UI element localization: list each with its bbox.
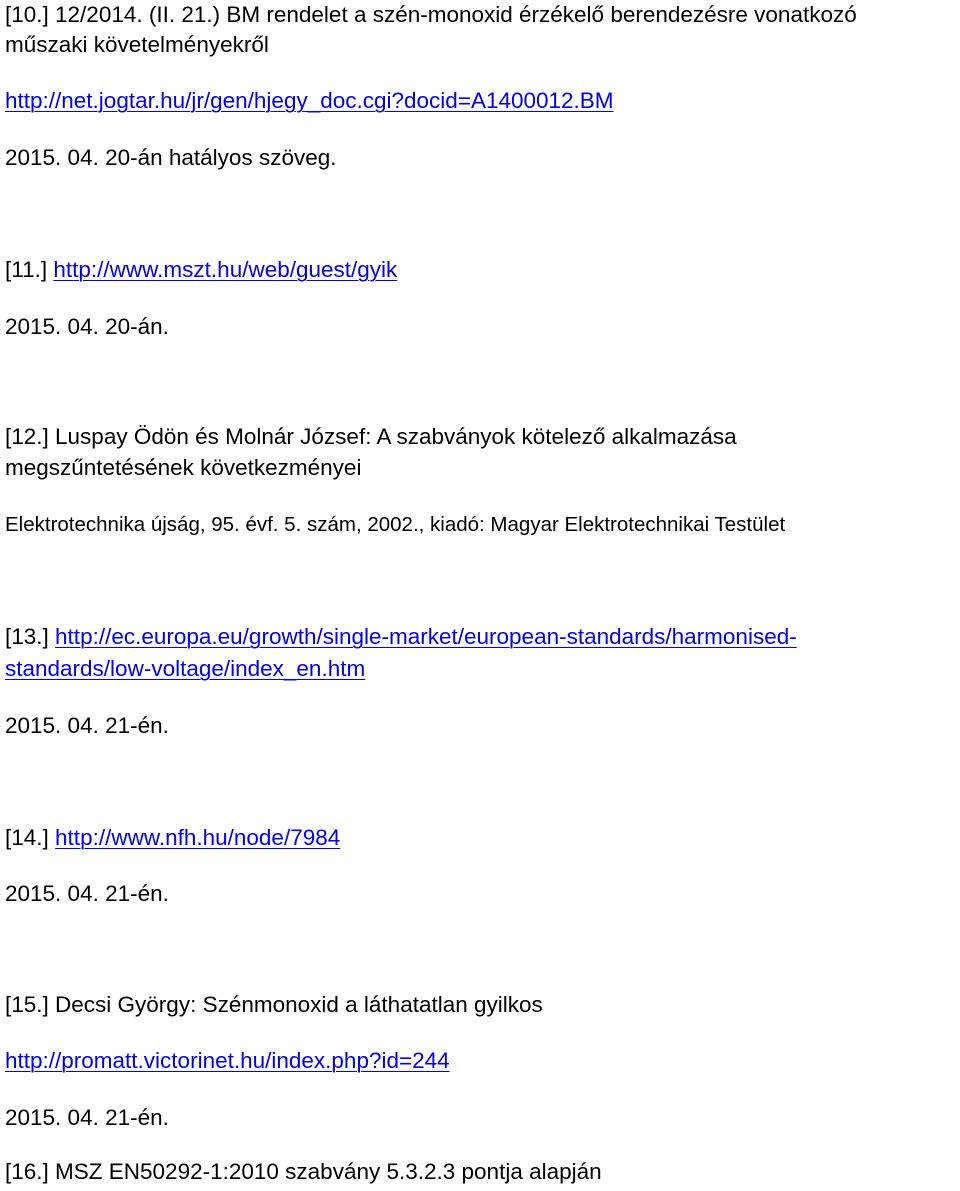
ref-12-title-line1: [12.] Luspay Ödön és Molnár József: A szabványok kötelező alkalmazása [5, 424, 737, 449]
ref-11-label: [11.] [5, 257, 48, 282]
ref-14-date: 2015. 04. 21-én. [5, 881, 169, 906]
ref-10-title-line1: [10.] 12/2014. (II. 21.) BM rendelet a szén-monoxid érzékelő berendezésre vonatkozó [5, 2, 857, 27]
ref-11-date: 2015. 04. 20-án. [5, 314, 169, 339]
ref-14-label: [14.] [5, 825, 49, 850]
ref-14-link[interactable]: http://www.nfh.hu/node/7984 [55, 825, 341, 850]
ref-12-source: Elektrotechnika újság, 95. évf. 5. szám, 2002., kiadó: Magyar Elektrotechnikai Testület [5, 513, 786, 536]
ref-15-title: [15.] Decsi György: Szénmonoxid a láthatatlan gyilkos [5, 992, 543, 1017]
ref-10-link[interactable]: http://net.jogtar.hu/jr/gen/hjegy_doc.cgi?docid=A1400012.BM [5, 88, 614, 113]
ref-13-link-part2[interactable]: standards/low-voltage/index_en.htm [5, 656, 366, 681]
ref-10-title-line2: műszaki követelményekről [5, 32, 269, 57]
ref-13-date: 2015. 04. 21-én. [5, 713, 169, 738]
ref-10-date: 2015. 04. 20-án hatályos szöveg. [5, 145, 337, 170]
ref-15-link[interactable]: http://promatt.victorinet.hu/index.php?id=244 [5, 1048, 450, 1073]
ref-10-link-line [5, 87, 614, 115]
ref-11-link[interactable]: http://www.mszt.hu/web/guest/gyik [53, 257, 398, 282]
ref-12-title-line2: megszűntetésének következményei [5, 455, 362, 480]
ref-13-link-part1[interactable]: http://ec.europa.eu/growth/single-market/european-standards/harmonised- [55, 624, 797, 649]
ref-13-label: [13.] [5, 624, 49, 649]
ref-15-link-line [5, 1047, 450, 1075]
ref-15-date: 2015. 04. 21-én. [5, 1105, 169, 1130]
ref-14-line [5, 824, 340, 852]
ref-13-line1 [5, 623, 797, 651]
ref-11-line [5, 256, 397, 284]
ref-13-line2 [5, 655, 365, 683]
ref-16-title: [16.] MSZ EN50292-1:2010 szabvány 5.3.2.3 pontja alapján [5, 1159, 602, 1184]
